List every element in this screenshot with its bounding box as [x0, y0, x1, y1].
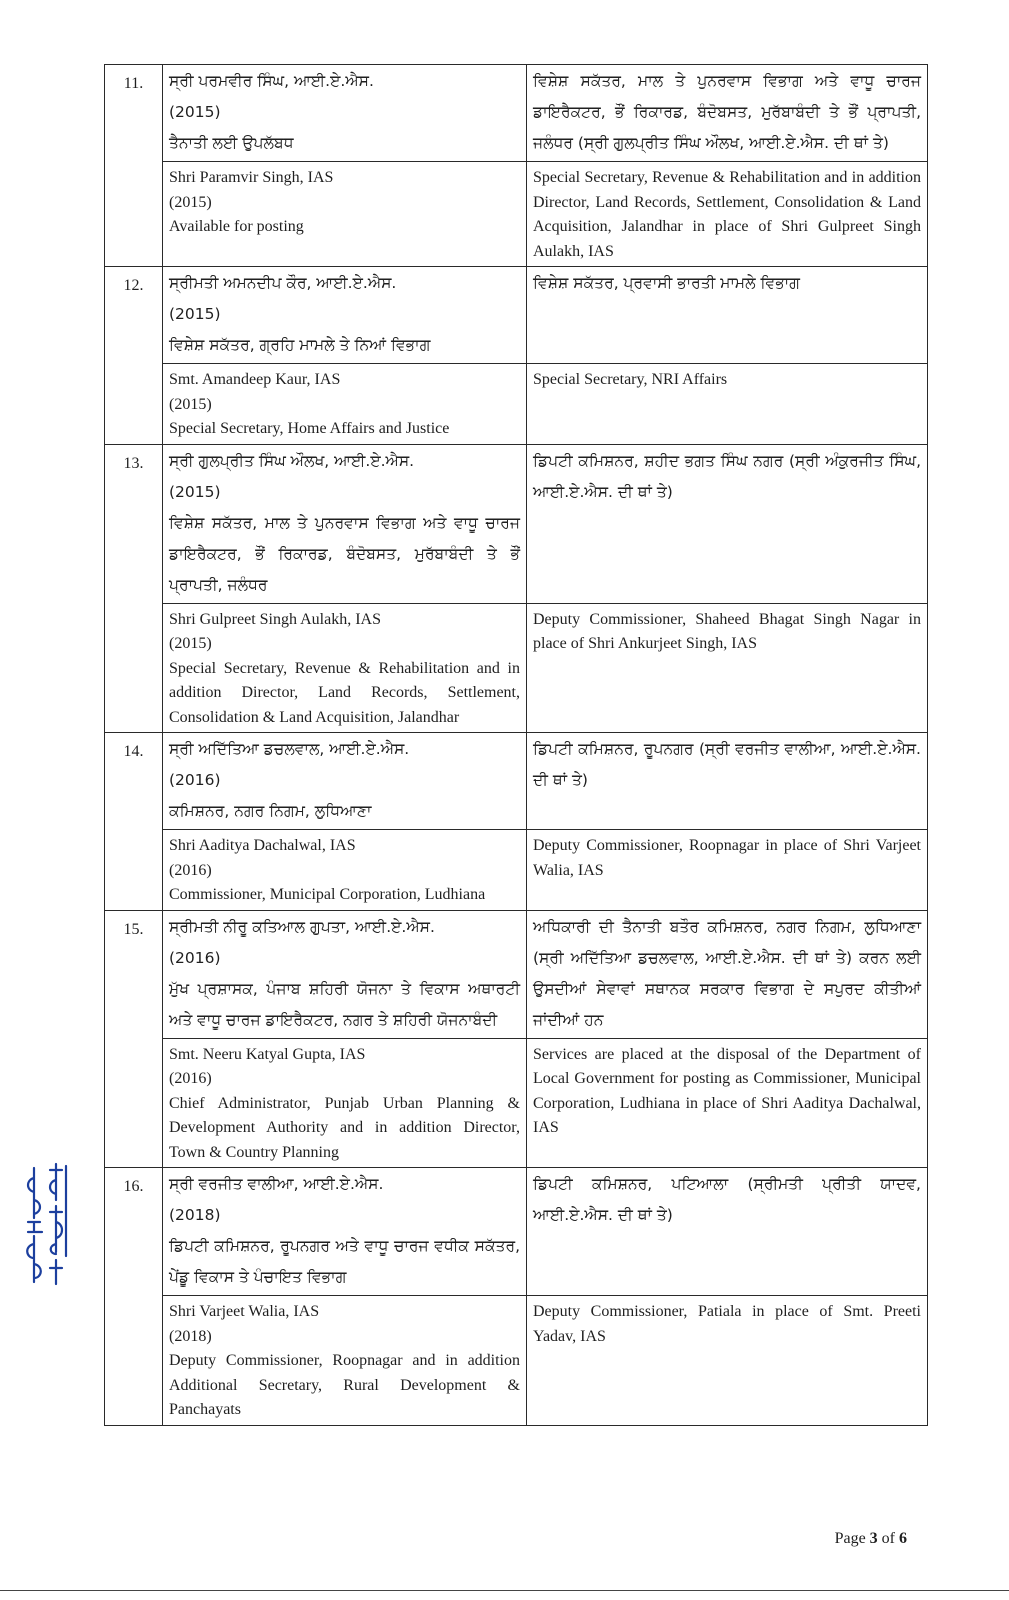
entry-row-english: [105, 830, 928, 911]
current-posting: ਕਮਿਸ਼ਨਰ, ਨਗਰ ਨਿਗਮ, ਲੁਧਿਆਣਾ: [169, 802, 372, 820]
officer-name: Shri Paramvir Singh, IAS: [169, 169, 334, 186]
entry-row-punjabi: [105, 267, 928, 364]
entry-row-english: [105, 1038, 928, 1168]
new-posting: ਵਿਸ਼ੇਸ਼ ਸਕੱਤਰ, ਪ੍ਰਵਾਸੀ ਭਾਰਤੀ ਮਾਮਲੇ ਵਿਭਾਗ: [527, 267, 928, 364]
page-of: of: [877, 1530, 899, 1547]
officer-details-english: [163, 830, 527, 911]
officer-name: ਸ੍ਰੀ ਵਰਜੀਤ ਵਾਲੀਆ, ਆਈ.ਏ.ਐਸ.: [169, 1175, 384, 1193]
officer-name: ਸ੍ਰੀਮਤੀ ਅਮਨਦੀਪ ਕੌਰ, ਆਈ.ਏ.ਐਸ.: [169, 274, 397, 292]
entry-row-punjabi: [105, 733, 928, 830]
officer-name: ਸ੍ਰੀ ਅਦਿੱਤਿਆ ਡਚਲਵਾਲ, ਆਈ.ਏ.ਐਸ.: [169, 740, 410, 758]
officer-name: Shri Aaditya Dachalwal, IAS: [169, 837, 356, 854]
officer-details-english: [163, 1038, 527, 1168]
new-posting: Deputy Commissioner, Roopnagar in place of Shri Varjeet Walia, IAS: [527, 830, 928, 911]
officer-batch-year: (2016): [169, 1070, 212, 1087]
current-posting: Deputy Commissioner, Roopnagar and in addition Additional Secretary, Rural Development & Panchayats: [169, 1352, 520, 1418]
page-number: [835, 1530, 907, 1548]
table-body: [105, 65, 928, 1426]
officer-batch-year: (2015): [169, 103, 221, 121]
entry-number: 11.: [105, 65, 163, 267]
entry-row-english: [105, 1296, 928, 1426]
current-posting: Chief Administrator, Punjab Urban Planning & Development Authority and in addition Director, Town & Country Planning: [169, 1094, 520, 1161]
entry-row-english: [105, 603, 928, 733]
new-posting: Special Secretary, Revenue & Rehabilitation and in addition Director, Land Records, Settlement, Consolidation & Land Acquisition, Jalandhar in place of Shri Gulpreet Singh Aulakh, IAS: [527, 162, 928, 267]
new-posting: Deputy Commissioner, Shaheed Bhagat Singh Nagar in place of Shri Ankurjeet Singh, IAS: [527, 603, 928, 733]
officer-details-english: [163, 603, 527, 733]
officer-name: Smt. Neeru Katyal Gupta, IAS: [169, 1045, 366, 1063]
current-posting: ਵਿਸ਼ੇਸ਼ ਸਕੱਤਰ, ਗ੍ਰਹਿ ਮਾਮਲੇ ਤੇ ਨਿਆਂ ਵਿਭਾਗ: [169, 336, 431, 354]
entry-number: 15.: [105, 910, 163, 1168]
new-posting: Services are placed at the disposal of the Department of Local Government for posting as Commissioner, Municipal Corporation, Ludhiana in place of Shri Aaditya Dachalwal, IAS: [527, 1038, 928, 1168]
officer-name: Shri Varjeet Walia, IAS: [169, 1303, 320, 1320]
officer-details-punjabi: [163, 1168, 527, 1296]
officer-batch-year: (2015): [169, 395, 212, 413]
officer-name: ਸ੍ਰੀ ਗੁਲਪ੍ਰੀਤ ਸਿੰਘ ਔਲਖ, ਆਈ.ਏ.ਐਸ.: [169, 451, 415, 470]
footer-divider: [0, 1590, 1009, 1591]
officer-details-punjabi: [163, 65, 527, 162]
current-posting: Available for posting: [169, 218, 304, 235]
entry-number: 14.: [105, 733, 163, 911]
officer-batch-year: (2015): [169, 193, 212, 211]
officer-batch-year: (2016): [169, 771, 221, 789]
entry-row-punjabi: [105, 65, 928, 162]
current-posting: Commissioner, Municipal Corporation, Ludhiana: [169, 886, 486, 903]
new-posting: ਡਿਪਟੀ ਕਮਿਸ਼ਨਰ, ਪਟਿਆਲਾ (ਸ੍ਰੀਮਤੀ ਪ੍ਰੀਤੀ ਯਾਦਵ, ਆਈ.ਏ.ਐਸ. ਦੀ ਥਾਂ ਤੇ): [527, 1168, 928, 1296]
officer-name: Shri Gulpreet Singh Aulakh, IAS: [169, 610, 381, 628]
entry-row-punjabi: [105, 910, 928, 1038]
entry-number: 16.: [105, 1168, 163, 1426]
page-prefix: Page: [834, 1530, 870, 1547]
officer-details-punjabi: [163, 267, 527, 364]
officer-details-punjabi: [163, 910, 527, 1038]
officer-batch-year: (2016): [169, 861, 212, 879]
officer-details-english: [163, 162, 527, 267]
entry-row-punjabi: [105, 444, 928, 603]
current-posting: ਮੁੱਖ ਪ੍ਰਸ਼ਾਸਕ, ਪੰਜਾਬ ਸ਼ਹਿਰੀ ਯੋਜਨਾ ਤੇ ਵਿਕਾਸ ਅਥਾਰਟੀ ਅਤੇ ਵਾਧੂ ਚਾਰਜ ਡਾਇਰੈਕਟਰ, ਨਗਰ ਤੇ ਸ਼ਹਿਰੀ ਯੋਜਨਾਬੰਦੀ: [169, 979, 520, 1029]
officer-batch-year: (2018): [169, 1206, 221, 1224]
current-posting: Special Secretary, Home Affairs and Justice: [169, 420, 450, 437]
officer-batch-year: (2016): [169, 948, 221, 967]
current-posting: ਤੈਨਾਤੀ ਲਈ ਉਪਲੱਬਧ: [169, 134, 294, 152]
new-posting: Deputy Commissioner, Patiala in place of Smt. Preeti Yadav, IAS: [527, 1296, 928, 1426]
transfer-orders-table: [104, 64, 928, 1426]
officer-details-punjabi: [163, 444, 527, 603]
new-posting: ਅਧਿਕਾਰੀ ਦੀ ਤੈਨਾਤੀ ਬਤੌਰ ਕਮਿਸ਼ਨਰ, ਨਗਰ ਨਿਗਮ, ਲੁਧਿਆਣਾ (ਸ੍ਰੀ ਅਦਿੱਤਿਆ ਡਚਲਵਾਲ, ਆਈ.ਏ.ਐਸ. ਦੀ ਥਾਂ ਤੇ) ਕਰਨ ਲਈ ਉਸਦੀਆਂ ਸੇਵਾਵਾਂ ਸਥਾਨਕ ਸਰਕਾਰ ਵਿਭਾਗ ਦੇ ਸਪੁਰਦ ਕੀਤੀਆਂ ਜਾਂਦੀਆਂ ਹਨ: [527, 910, 928, 1038]
new-posting: ਵਿਸ਼ੇਸ਼ ਸਕੱਤਰ, ਮਾਲ ਤੇ ਪੁਨਰਵਾਸ ਵਿਭਾਗ ਅਤੇ ਵਾਧੂ ਚਾਰਜ ਡਾਇਰੈਕਟਰ, ਭੌਂ ਰਿਕਾਰਡ, ਬੰਦੋਬਸਤ, ਮੁਰੱਬਾਬੰਦੀ ਤੇ ਭੌਂ ਪ੍ਰਾਪਤੀ, ਜਲੰਧਰ (ਸ੍ਰੀ ਗੁਲਪ੍ਰੀਤ ਸਿੰਘ ਔਲਖ, ਆਈ.ਏ.ਐਸ. ਦੀ ਥਾਂ ਤੇ): [527, 65, 928, 162]
officer-batch-year: (2015): [169, 305, 221, 323]
officer-details-punjabi: [163, 733, 527, 830]
officer-name: ਸ੍ਰੀ ਪਰਮਵੀਰ ਸਿੰਘ, ਆਈ.ਏ.ਐਸ.: [169, 72, 374, 90]
entry-row-english: [105, 162, 928, 267]
entry-row-punjabi: [105, 1168, 928, 1296]
officer-batch-year: (2015): [169, 635, 212, 652]
entry-number: 13.: [105, 444, 163, 733]
officer-name: ਸ੍ਰੀਮਤੀ ਨੀਰੂ ਕਤਿਆਲ ਗੁਪਤਾ, ਆਈ.ਏ.ਐਸ.: [169, 917, 435, 936]
officer-details-english: [163, 364, 527, 445]
page-total: 6: [899, 1530, 907, 1547]
entry-number: 12.: [105, 267, 163, 445]
current-posting: Special Secretary, Revenue & Rehabilitation and in addition Director, Land Records, Settlement, Consolidation & Land Acquisition, Jalandhar: [169, 659, 520, 726]
entry-row-english: [105, 364, 928, 445]
officer-details-english: [163, 1296, 527, 1426]
officer-batch-year: (2015): [169, 482, 221, 501]
current-posting: ਵਿਸ਼ੇਸ਼ ਸਕੱਤਰ, ਮਾਲ ਤੇ ਪੁਨਰਵਾਸ ਵਿਭਾਗ ਅਤੇ ਵਾਧੂ ਚਾਰਜ ਡਾਇਰੈਕਟਰ, ਭੌਂ ਰਿਕਾਰਡ, ਬੰਦੋਬਸਤ, ਮੁਰੱਬਾਬੰਦੀ ਤੇ ਭੌਂ ਪ੍ਰਾਪਤੀ, ਜਲੰਧਰ: [169, 513, 520, 594]
new-posting: Special Secretary, NRI Affairs: [527, 364, 928, 445]
current-posting: ਡਿਪਟੀ ਕਮਿਸ਼ਨਰ, ਰੂਪਨਗਰ ਅਤੇ ਵਾਧੂ ਚਾਰਜ ਵਧੀਕ ਸਕੱਤਰ, ਪੇਂਡੂ ਵਿਕਾਸ ਤੇ ਪੰਚਾਇਤ ਵਿਭਾਗ: [169, 1237, 520, 1286]
new-posting: ਡਿਪਟੀ ਕਮਿਸ਼ਨਰ, ਸ਼ਹੀਦ ਭਗਤ ਸਿੰਘ ਨਗਰ (ਸ੍ਰੀ ਅੰਕੁਰਜੀਤ ਸਿੰਘ, ਆਈ.ਏ.ਐਸ. ਦੀ ਥਾਂ ਤੇ): [527, 444, 928, 603]
officer-name: Smt. Amandeep Kaur, IAS: [169, 371, 341, 388]
handwritten-signature: [20, 1160, 80, 1290]
page-current: 3: [869, 1530, 878, 1547]
officer-batch-year: (2018): [169, 1327, 212, 1345]
new-posting: ਡਿਪਟੀ ਕਮਿਸ਼ਨਰ, ਰੂਪਨਗਰ (ਸ੍ਰੀ ਵਰਜੀਤ ਵਾਲੀਆ, ਆਈ.ਏ.ਐਸ. ਦੀ ਥਾਂ ਤੇ): [527, 733, 928, 830]
